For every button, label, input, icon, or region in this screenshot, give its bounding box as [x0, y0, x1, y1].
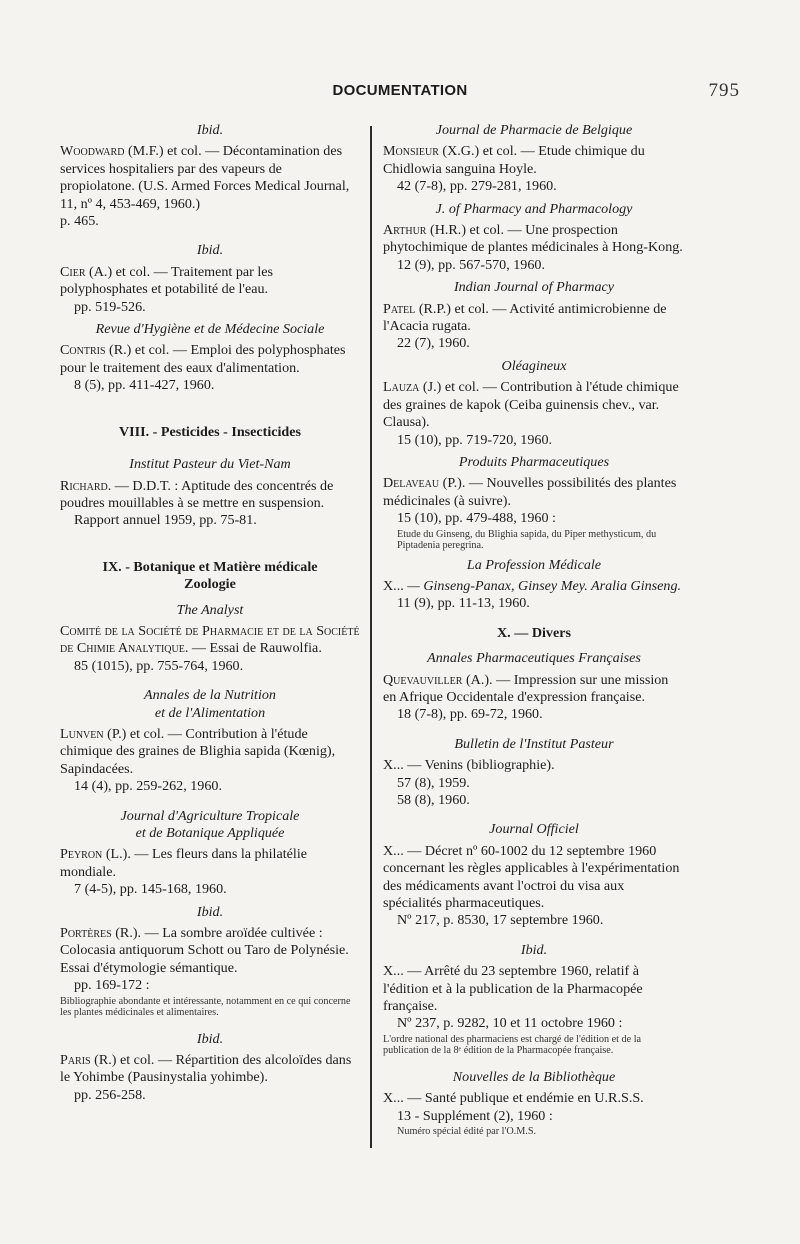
entry-author: X...	[383, 757, 404, 774]
entry-text: — D.D.T. : Aptitude des concentrés de poudres mouillables à se mettre en suspension.	[60, 477, 334, 511]
source-title: La Profession Médicale	[466, 556, 602, 573]
entry-reference: 57 (8), 1959.	[397, 774, 470, 791]
page-header	[60, 82, 740, 106]
source-title	[60, 808, 360, 843]
entry-text: (A.). — Impression sur une mission en Afrique Occidentale d'expression française.	[383, 671, 669, 705]
source-title: Institut Pasteur du Viet-Nam	[129, 456, 291, 473]
column-divider	[370, 126, 372, 1148]
bibliography-entry	[383, 1090, 685, 1137]
entry-reference: 42 (7-8), pp. 279-281, 1960.	[397, 178, 557, 195]
entry-author: Cier	[60, 263, 86, 280]
bibliography-entry	[60, 143, 360, 230]
entry-reference: Nº 217, p. 8530, 17 septembre 1960.	[397, 912, 604, 929]
entry-text: — Ginseng-Panax, Ginsey Mey. Aralia Ginseng.	[407, 577, 682, 594]
entry-author: Lunven	[60, 725, 104, 742]
running-title: DOCUMENTATION	[332, 82, 468, 99]
bibliography-entry	[383, 222, 685, 274]
bibliography-entry	[383, 379, 685, 449]
page-number: 795	[708, 80, 740, 101]
section-heading: VIII. - Pesticides - Insecticides	[118, 423, 302, 440]
entry-text: (A.) et col. — Traitement par les polyphosphates et potabilité de l'eau.	[60, 263, 274, 298]
bibliography-entry	[383, 301, 685, 353]
source-title: Ibid.	[196, 242, 224, 259]
entry-author: Woodward	[60, 143, 125, 160]
entry-text: (R.) et col. — Répartition des alcoloïdes dans le Yohimbe (Pausinystalia yohimbe).	[60, 1052, 352, 1086]
left-column	[60, 122, 360, 1109]
entry-note: L'ordre national des pharmaciens est chargé de l'édition et de la publication de la 8ᵉ édition de la Pharmacopée française.	[383, 1033, 642, 1057]
section-heading	[60, 559, 360, 594]
section-heading: X. — Divers	[497, 624, 571, 641]
entry-text: (J.) et col. — Contribution à l'étude chimique des graines de kapok (Ceiba guinensis chev., var. Clausa).	[383, 379, 679, 431]
source-title: The Analyst	[176, 601, 244, 618]
entry-note: Etude du Ginseng, du Blighia sapida, du Piper methysticum, du Piptadenia peregrina.	[397, 528, 657, 552]
source-title: Oléagineux	[501, 357, 567, 374]
entry-text: (L.). — Les fleurs dans la philatélie mondiale.	[60, 846, 307, 880]
entry-text: (X.G.) et col. — Etude chimique du Chidlowia sanguina Hoyle.	[383, 143, 645, 177]
source-title: Ibid.	[520, 941, 548, 958]
bibliography-entry	[60, 846, 360, 898]
bibliography-entry	[60, 925, 360, 1019]
source-title: Ibid.	[196, 903, 224, 920]
entry-author: Lauza	[383, 379, 420, 396]
source-title	[60, 687, 360, 722]
entry-reference: 12 (9), pp. 567-570, 1960.	[397, 256, 545, 273]
entry-author: Comité de la Société de Pharmacie et de la Société de Chimie Analytique.	[60, 622, 360, 657]
entry-author: X...	[383, 1090, 404, 1107]
entry-author: Delaveau	[383, 475, 440, 492]
bibliography-entry	[383, 843, 685, 930]
entry-author: Peyron	[60, 846, 103, 863]
entry-reference: pp. 169-172 :	[74, 977, 150, 994]
entry-author: Contris	[60, 342, 106, 359]
source-title-line: Annales de la Nutrition	[144, 687, 276, 704]
entry-reference: 15 (10), pp. 479-488, 1960 :	[397, 510, 556, 527]
entry-text: — Venins (bibliographie).	[407, 757, 555, 774]
source-title: Annales Pharmaceutiques Françaises	[427, 650, 641, 667]
right-column	[383, 122, 685, 1143]
entry-reference: Rapport annuel 1959, pp. 75-81.	[74, 512, 257, 529]
bibliography-entry	[383, 757, 685, 809]
entry-author: Arthur	[383, 222, 427, 239]
source-title: Bulletin de l'Institut Pasteur	[454, 735, 614, 752]
entry-author: Paris	[60, 1052, 91, 1069]
entry-reference: 7 (4-5), pp. 145-168, 1960.	[74, 881, 227, 898]
entry-text: (M.F.) et col. — Décontamination des services hospitaliers par des vapeurs de propiolatone. (U.S. Armed Forces Medical Journal, 11, nº 4, 453-469, 1960.)	[60, 143, 350, 212]
bibliography-entry	[383, 475, 685, 551]
entry-author: Richard.	[60, 477, 112, 494]
entry-reference: 58 (8), 1960.	[397, 792, 470, 808]
entry-reference: p. 465.	[60, 213, 99, 230]
entry-reference: 14 (4), pp. 259-262, 1960.	[74, 778, 222, 795]
source-title: Journal Officiel	[489, 821, 579, 838]
entry-author: X...	[383, 842, 404, 859]
entry-text: (R.P.) et col. — Activité antimicrobienne de l'Acacia rugata.	[383, 300, 667, 335]
source-title: Revue d'Hygiène et de Médecine Sociale	[95, 321, 325, 338]
source-title: Journal de Pharmacie de Belgique	[435, 122, 633, 138]
bibliography-entry	[383, 672, 685, 724]
source-title: J. of Pharmacy and Pharmacology	[435, 200, 633, 217]
entry-text: (R.). — La sombre aroïdée cultivée : Colocasia antiquorum Schott ou Taro de Polynésie. Essai d'étymologie sémantique.	[60, 925, 349, 976]
entry-author: Patel	[383, 300, 416, 317]
entry-reference: 85 (1015), pp. 755-764, 1960.	[74, 657, 244, 674]
bibliography-entry	[60, 264, 360, 316]
entry-author: X...	[383, 577, 404, 594]
entry-text: (P.) et col. — Contribution à l'étude chimique des graines de Blighia sapida (Kœnig), Sapindacées.	[60, 725, 336, 777]
entry-reference: 11 (9), pp. 11-13, 1960.	[397, 595, 530, 612]
entry-reference: 22 (7), 1960.	[397, 335, 470, 352]
bibliography-entry	[383, 143, 685, 195]
entry-text: (R.) et col. — Emploi des polyphosphates pour le traitement des eaux d'alimentation.	[60, 342, 346, 376]
source-title-line: Journal d'Agriculture Tropicale	[120, 807, 300, 824]
entry-text: (P.). — Nouvelles possibilités des plantes médicinales (à suivre).	[383, 475, 677, 509]
entry-text: — Arrêté du 23 septembre 1960, relatif à l'édition et à la publication de la Pharmacopée française.	[383, 963, 643, 1015]
entry-reference: 8 (5), pp. 411-427, 1960.	[74, 377, 215, 394]
entry-reference: 18 (7-8), pp. 69-72, 1960.	[397, 706, 543, 723]
bibliography-entry	[60, 1052, 360, 1104]
source-title: Ibid.	[196, 122, 224, 138]
source-title-line: et de l'Alimentation	[154, 704, 266, 721]
entry-text: — Essai de Rauwolfia.	[191, 640, 322, 657]
source-title: Ibid.	[196, 1030, 224, 1047]
entry-reference: 13 - Supplément (2), 1960 :	[397, 1107, 553, 1124]
source-title: Indian Journal of Pharmacy	[453, 279, 615, 296]
section-heading-line: Zoologie	[184, 576, 236, 593]
entry-reference: pp. 256-258.	[74, 1086, 146, 1103]
section-heading-line: IX. - Botanique et Matière médicale	[102, 558, 318, 575]
entry-author: Monsieur	[383, 143, 439, 160]
bibliography-entry	[60, 342, 360, 394]
bibliography-entry	[60, 726, 360, 796]
entry-reference: pp. 519-526.	[74, 298, 146, 315]
bibliography-entry	[383, 963, 685, 1057]
source-title: Nouvelles de la Bibliothèque	[452, 1068, 616, 1085]
entry-reference: 15 (10), pp. 719-720, 1960.	[397, 431, 553, 448]
entry-author: Portères	[60, 925, 112, 942]
entry-reference: Nº 237, p. 9282, 10 et 11 octobre 1960 :	[397, 1015, 623, 1032]
source-title-line: et de Botanique Appliquée	[135, 825, 285, 841]
entry-author: X...	[383, 963, 404, 980]
bibliography-entry	[60, 623, 360, 675]
entry-note: Bibliographie abondante et intéressante, notamment en ce qui concerne les plantes médicinales et alimentaires.	[60, 995, 351, 1019]
entry-text: (H.R.) et col. — Une prospection phytochimique de plantes médicinales à Hong-Kong.	[383, 222, 683, 256]
bibliography-entry	[383, 578, 685, 613]
entry-text: — Décret nº 60-1002 du 12 septembre 1960 concernant les règles applicables à l'expérimentation des médicaments avant l'octroi du visa aux spécialités pharmaceutiques.	[383, 842, 680, 912]
entry-text: — Santé publique et endémie en U.R.S.S.	[407, 1090, 644, 1107]
bibliography-entry	[60, 478, 360, 530]
entry-author: Quevauviller	[383, 671, 463, 688]
source-title: Produits Pharmaceutiques	[458, 453, 610, 470]
entry-note: Numéro spécial édité par l'O.M.S.	[397, 1126, 537, 1138]
